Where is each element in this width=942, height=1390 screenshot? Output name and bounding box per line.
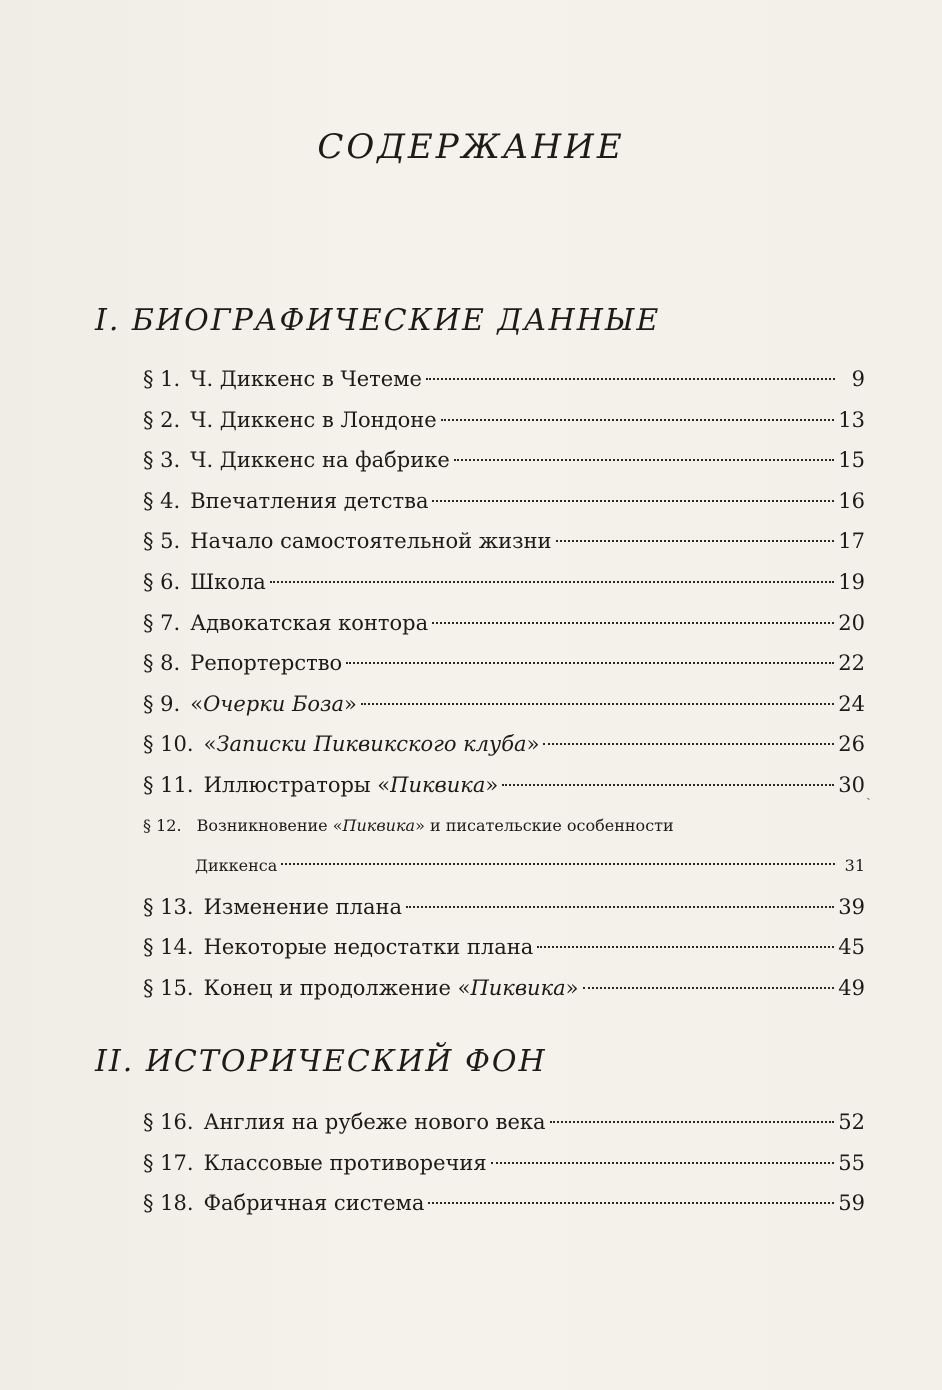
toc-entry[interactable]	[143, 684, 865, 725]
section-number: § 4.	[143, 488, 181, 513]
section-number: § 17.	[143, 1150, 194, 1175]
section-number: § 8.	[143, 651, 181, 676]
entry-title: Ч. Диккенс на фабрике	[190, 448, 450, 473]
page-number: 30	[838, 772, 865, 797]
dot-leader	[406, 906, 834, 908]
part-heading: I. БИОГРАФИЧЕСКИЕ ДАННЫЕ	[95, 303, 661, 338]
work-title: Пиквика	[470, 975, 566, 1000]
section-number: § 12.	[143, 815, 182, 835]
toc-entry[interactable]	[143, 1102, 865, 1143]
dot-leader	[583, 987, 835, 989]
section-number: § 1.	[143, 367, 181, 391]
section-number: § 9.	[143, 691, 181, 716]
dot-leader	[281, 863, 835, 865]
toc-entry[interactable]	[143, 887, 865, 928]
close-quote: »	[415, 815, 425, 835]
dot-leader	[428, 1202, 834, 1204]
entry-title: Некоторые недостатки плана	[203, 935, 534, 960]
page-number: 16	[838, 488, 865, 513]
section-number: § 7.	[143, 610, 181, 635]
close-quote: »	[485, 772, 499, 797]
dot-leader	[361, 703, 834, 705]
open-quote: «	[332, 815, 343, 835]
open-quote: «	[457, 975, 471, 1000]
section-number: § 6.	[143, 569, 181, 594]
entry-title: Адвокатская контора	[190, 610, 429, 635]
entry-title	[204, 968, 579, 1009]
section-number: § 5.	[143, 529, 181, 554]
page-number: 15	[838, 448, 865, 473]
entry-title-prefix: Возникновение	[196, 815, 333, 835]
dot-leader	[556, 540, 835, 542]
work-title: Записки Пиквикского клуба	[216, 732, 527, 757]
dot-leader	[550, 1121, 835, 1123]
section-number: § 10.	[143, 732, 194, 757]
dot-leader	[491, 1162, 835, 1164]
entry-title-suffix: и писательские особенности	[424, 815, 674, 835]
toc-entry[interactable]	[143, 400, 865, 441]
page-number: 24	[838, 691, 865, 716]
toc-entry[interactable]	[143, 927, 865, 968]
work-title: Пиквика	[390, 772, 486, 797]
entry-title: Изменение плана	[203, 894, 403, 919]
section-number: § 18.	[143, 1191, 194, 1216]
open-quote: «	[377, 772, 391, 797]
dot-leader	[537, 946, 834, 948]
page-number: 20	[838, 610, 865, 635]
page-title: СОДЕРЖАНИЕ	[317, 127, 625, 167]
dot-leader	[270, 581, 834, 583]
page-number: 31	[844, 856, 865, 876]
toc-entry[interactable]	[143, 643, 865, 684]
page-number: 39	[838, 894, 865, 919]
entry-title: Школа	[190, 569, 266, 594]
entry-title: Впечатления детства	[190, 488, 429, 513]
entry-line-2	[143, 846, 865, 887]
toc-entry[interactable]	[143, 1143, 865, 1184]
toc-list-part-1	[143, 359, 865, 1008]
dot-leader	[426, 378, 835, 380]
page-number: 59	[838, 1191, 865, 1216]
work-title: Пиквика	[342, 815, 416, 835]
close-quote: »	[344, 691, 357, 716]
toc-entry[interactable]	[143, 806, 865, 887]
toc-entry[interactable]	[143, 968, 865, 1009]
entry-title: Фабричная система	[203, 1191, 425, 1216]
page-number: 52	[838, 1110, 865, 1134]
page-number: 9	[851, 367, 865, 391]
entry-line-1	[143, 806, 865, 847]
entry-title: Классовые противоречия	[203, 1150, 487, 1175]
dot-leader	[454, 459, 835, 461]
margin-pencil-mark: ˏ	[866, 785, 871, 801]
page-number: 55	[838, 1150, 865, 1175]
entry-title-prefix: Иллюстраторы	[203, 772, 378, 797]
entry-title: Начало самостоятельной жизни	[190, 529, 552, 554]
toc-entry[interactable]	[143, 603, 865, 644]
close-quote: »	[526, 732, 540, 757]
toc-entry[interactable]	[143, 440, 865, 481]
toc-entry[interactable]	[143, 765, 865, 806]
toc-entry[interactable]	[143, 359, 865, 400]
open-quote: «	[190, 691, 204, 716]
toc-entry[interactable]	[143, 562, 865, 603]
entry-title-prefix: Конец и продолжение	[203, 975, 458, 1000]
entry-title	[190, 684, 357, 725]
dot-leader	[502, 784, 834, 786]
entry-title	[197, 816, 674, 835]
page-number: 49	[838, 975, 865, 1000]
dot-leader	[543, 743, 834, 745]
page-number: 19	[838, 569, 865, 594]
toc-entry[interactable]	[143, 521, 865, 562]
work-title: Очерки Боза	[203, 691, 345, 716]
section-number: § 2.	[143, 407, 181, 432]
dot-leader	[432, 622, 834, 624]
page-number: 22	[838, 651, 865, 676]
section-number: § 3.	[143, 448, 181, 473]
section-number: § 15.	[143, 975, 194, 1000]
part-heading: II. ИСТОРИЧЕСКИЙ ФОН	[95, 1044, 547, 1079]
section-number: § 16.	[143, 1110, 194, 1134]
dot-leader	[346, 662, 834, 664]
entry-title	[204, 724, 540, 765]
entry-title: Ч. Диккенс в Лондоне	[190, 407, 437, 432]
page-number: 45	[838, 935, 865, 960]
close-quote: »	[565, 975, 579, 1000]
entry-title-continued: Диккенса	[195, 856, 278, 876]
open-quote: «	[203, 732, 217, 757]
section-number: § 14.	[143, 935, 194, 960]
toc-list-part-2	[143, 1102, 865, 1224]
page-number: 13	[838, 407, 865, 432]
section-number: § 11.	[143, 772, 194, 797]
entry-title: Англия на рубеже нового века	[203, 1110, 546, 1134]
toc-entry[interactable]	[143, 1183, 865, 1224]
toc-entry[interactable]	[143, 724, 865, 765]
section-number: § 13.	[143, 894, 194, 919]
dot-leader	[441, 419, 835, 421]
entry-title: Репортерство	[190, 651, 343, 676]
toc-entry[interactable]	[143, 481, 865, 522]
entry-title: Ч. Диккенс в Четеме	[190, 367, 422, 391]
entry-title	[204, 765, 499, 806]
page-number: 26	[838, 732, 865, 757]
page-number: 17	[838, 529, 865, 554]
dot-leader	[432, 500, 834, 502]
